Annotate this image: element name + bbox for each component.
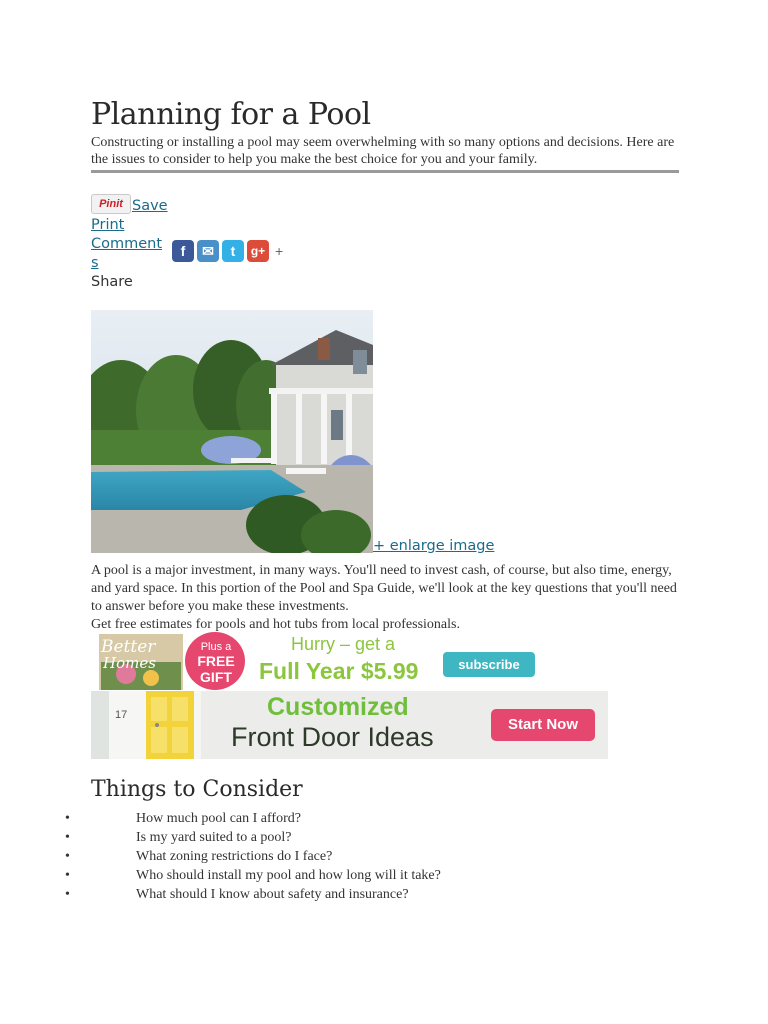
- magazine-subscription-ad[interactable]: [91, 632, 536, 690]
- gift-line3: GIFT: [200, 669, 232, 685]
- pinit-button[interactable]: Pinit: [91, 194, 131, 214]
- list-item-text: Who should install my pool and how long will it take?: [136, 868, 441, 883]
- pool-photo[interactable]: [91, 310, 373, 553]
- section-heading: Things to Consider: [91, 777, 303, 802]
- magazine-brand-line1: Better: [101, 637, 156, 657]
- print-link[interactable]: Print: [91, 217, 125, 233]
- pool-photo-illustration: [91, 310, 373, 553]
- front-door-ad[interactable]: [91, 691, 608, 759]
- comments-link-wrap[interactable]: s: [91, 255, 99, 271]
- bullet: •: [65, 887, 70, 902]
- hurry-text: Hurry – get a: [291, 634, 396, 654]
- article-intro: Constructing or installing a pool may seem overwhelming with so many options and decisions. Here are the issues to consider to help you make the best choice for you and your family.: [91, 135, 675, 167]
- magazine-brand-line2: Homes: [103, 654, 156, 672]
- page-title: Planning for a Pool: [91, 97, 371, 132]
- enlarge-image-link[interactable]: + enlarge image: [373, 538, 495, 554]
- list-item-text: What should I know about safety and insurance?: [136, 887, 409, 902]
- start-now-button[interactable]: Start Now: [491, 709, 595, 741]
- comments-link[interactable]: Comment: [91, 236, 163, 252]
- subscribe-button[interactable]: subscribe: [443, 652, 535, 677]
- list-item-text: Is my yard suited to a pool?: [136, 830, 292, 845]
- bullet: •: [65, 868, 70, 883]
- gift-line2: FREE: [197, 653, 235, 669]
- share-label[interactable]: Share: [91, 274, 133, 290]
- divider: [91, 170, 679, 173]
- offer-text: Full Year $5.99: [259, 658, 419, 684]
- facebook-icon[interactable]: f: [172, 240, 194, 262]
- twitter-icon[interactable]: t: [222, 240, 244, 262]
- bullet: •: [65, 811, 70, 826]
- house-number: 17: [115, 709, 128, 721]
- list-item-text: What zoning restrictions do I face?: [136, 849, 333, 864]
- google-plus-icon[interactable]: g+: [247, 240, 269, 262]
- article-body: [91, 562, 681, 634]
- bullet: •: [65, 830, 70, 845]
- estimates-line: Get free estimates for pools and hot tubs from local professionals.: [91, 617, 460, 632]
- list-item-text: How much pool can I afford?: [136, 811, 301, 826]
- gift-line1: Plus a: [200, 641, 232, 653]
- article-header: [91, 96, 679, 294]
- body-paragraph: A pool is a major investment, in many ways. You'll need to invest cash, of course, but also time, energy, and yard space. In this portion of the Pool and Spa Guide, we'll look at the key questions that you'll need to answer before you make these investments.: [91, 563, 677, 614]
- door-headline-1: Customized: [267, 693, 409, 721]
- save-link[interactable]: Save: [132, 198, 168, 214]
- email-icon[interactable]: ✉: [197, 240, 219, 262]
- bullet: •: [65, 849, 70, 864]
- more-share-icon[interactable]: +: [275, 243, 284, 259]
- door-headline-2: Front Door Ideas: [231, 722, 434, 752]
- article-tools: [91, 194, 679, 294]
